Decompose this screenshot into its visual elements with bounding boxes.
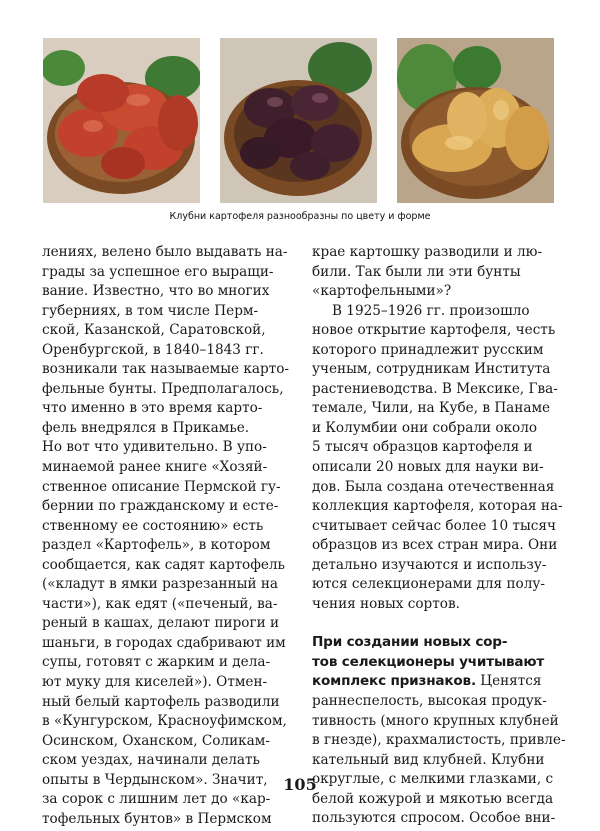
text-line: тивность (много крупных клубней bbox=[312, 712, 559, 729]
text-line: белой кожурой и мякотью всегда bbox=[312, 790, 554, 807]
text-line: опыты в Чердынском». Значит, bbox=[42, 771, 268, 788]
text-line: ственному ее состоянию» есть bbox=[42, 517, 264, 534]
text-line: чения новых сортов. bbox=[312, 595, 460, 612]
text-line: бернии по гражданскому и есте- bbox=[42, 498, 279, 515]
text-line: раннеспелость, высокая продук- bbox=[312, 693, 547, 710]
text-line: части»), как едят («печеный, ва- bbox=[42, 595, 278, 612]
text-line: ный белый картофель разводили bbox=[42, 693, 280, 710]
left-text-column bbox=[42, 243, 294, 829]
text-line: крае картошку разводили и лю- bbox=[312, 244, 543, 260]
photo-yellow-potatoes bbox=[397, 38, 554, 203]
text-line: шаньги, в городах сдабривают им bbox=[42, 634, 286, 651]
text-line: что именно в это время карто- bbox=[42, 400, 263, 417]
text-line: описали 20 новых для науки ви- bbox=[312, 459, 544, 476]
text-line: детально изучаются и использу- bbox=[312, 556, 547, 573]
text-line: ются селекционерами для полу- bbox=[312, 576, 545, 593]
text-line: фель внедрялся в Прикамье. bbox=[42, 419, 250, 436]
text-line: и Колумбии они собрали около bbox=[312, 419, 538, 436]
text-line: которого принадлежит русским bbox=[312, 341, 544, 358]
text-line: вание. Известно, что во многих bbox=[42, 283, 270, 300]
text-line: ют муку для киселей»). Отмен- bbox=[42, 674, 268, 691]
text-line: пользуются спросом. Особое вни- bbox=[312, 810, 556, 827]
text-line: кательный вид клубней. Клубни bbox=[312, 751, 545, 768]
text-line: минаемой ранее книге «Хозяй- bbox=[42, 459, 268, 476]
right-text-column bbox=[312, 243, 566, 829]
text-line: коллекция картофеля, которая на- bbox=[312, 498, 563, 515]
text-line: ственное описание Пермской гу- bbox=[42, 478, 281, 495]
section-heading: комплекс признаков. bbox=[312, 673, 476, 690]
text-line: в «Кунгурском, Красноуфимском, bbox=[42, 713, 287, 730]
text-line: Но вот что удивительно. В упо- bbox=[42, 439, 267, 456]
text-line: за сорок с лишним лет до «кар- bbox=[42, 791, 271, 808]
text-line: возникали так называемые карто- bbox=[42, 361, 289, 378]
text-line: фельные бунты. Предполагалось, bbox=[42, 380, 284, 397]
page-number: 105 bbox=[283, 775, 317, 794]
text-line: грады за успешное его выращи- bbox=[42, 263, 274, 280]
text-line: 5 тысяч образцов картофеля и bbox=[312, 439, 533, 456]
text-line: образцов из всех стран мира. Они bbox=[312, 537, 558, 554]
text-line: ской, Казанской, Саратовской, bbox=[42, 322, 266, 339]
section-heading: тов селекционеры учитывают bbox=[312, 653, 545, 670]
text-line: тофельных бунтов» в Пермском bbox=[42, 810, 272, 827]
text-line: растениеводства. В Мексике, Гва- bbox=[312, 380, 558, 397]
text-line: лениях, велено было выдавать на- bbox=[42, 244, 288, 260]
figure-caption: Клубни картофеля разнообразны по цвету и форме bbox=[169, 211, 431, 222]
text-line: реный в кашах, делают пироги и bbox=[42, 615, 280, 632]
section-heading-line bbox=[312, 653, 560, 673]
photo-purple-potatoes bbox=[220, 38, 377, 203]
text-line: в гнезде), крахмалистость, привле- bbox=[312, 732, 566, 749]
text-line: супы, готовят с жарким и дела- bbox=[42, 654, 271, 671]
text-line: «картофельными»? bbox=[312, 283, 452, 300]
text-line: («кладут в ямки разрезанный на bbox=[42, 576, 279, 593]
heading-tail-text: Ценятся bbox=[475, 673, 542, 690]
photo-red-potatoes bbox=[43, 38, 200, 203]
text-line: Оренбургской, в 1840–1843 гг. bbox=[42, 341, 264, 358]
text-line: В 1925–1926 гг. произошло bbox=[332, 302, 530, 319]
text-line: ученым, сотрудникам Института bbox=[312, 361, 551, 378]
text-line: новое открытие картофеля, честь bbox=[312, 322, 556, 339]
text-line: сообщается, как садят картофель bbox=[42, 556, 285, 573]
text-line: ском уездах, начинали делать bbox=[42, 752, 260, 769]
text-line: темале, Чили, на Кубе, в Панаме bbox=[312, 400, 551, 417]
text-line: губерниях, в том числе Перм- bbox=[42, 302, 259, 319]
text-line: били. Так были ли эти бунты bbox=[312, 263, 521, 280]
text-line: округлые, с мелкими глазками, с bbox=[312, 771, 554, 788]
section-heading-line bbox=[312, 672, 560, 692]
text-line: дов. Была создана отечественная bbox=[312, 478, 555, 495]
text-line: считывает сейчас более 10 тысяч bbox=[312, 517, 556, 534]
text-line: раздел «Картофель», в котором bbox=[42, 537, 271, 554]
section-heading-line bbox=[312, 633, 560, 653]
text-line: Осинском, Оханском, Соликам- bbox=[42, 732, 270, 749]
section-heading: При создании новых сор- bbox=[312, 634, 508, 651]
